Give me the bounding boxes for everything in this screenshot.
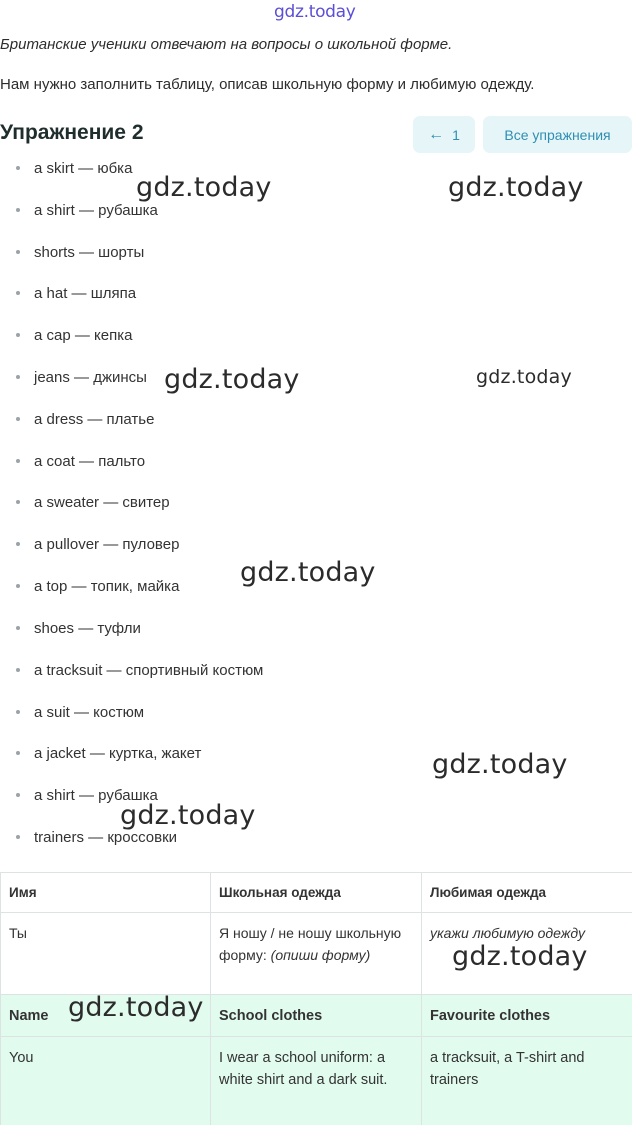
table-cell-favourite: укажи любимую одежду	[422, 913, 632, 995]
table-row-en	[1, 1037, 632, 1125]
list-item-text: a coat — пальто	[34, 452, 146, 470]
list-item-text: shorts — шорты	[34, 243, 145, 261]
bullet-icon	[16, 542, 20, 546]
watermark: gdz.today	[448, 172, 584, 203]
bullet-icon	[16, 333, 20, 337]
bullet-icon	[16, 166, 20, 170]
list-item-text: jeans — джинсы	[34, 368, 147, 386]
table-header-cell: Name	[1, 995, 211, 1037]
table-header-cell: Имя	[1, 873, 211, 913]
watermark: gdz.today	[164, 364, 300, 395]
list-item-text: a pullover — пуловер	[34, 535, 180, 553]
bullet-icon	[16, 500, 20, 504]
list-item	[0, 198, 158, 222]
list-item-text: a tracksuit — спортивный костюм	[34, 661, 264, 679]
bullet-icon	[16, 375, 20, 379]
list-item	[0, 574, 179, 598]
table-cell-school: I wear a school uniform: a white shirt and a dark suit.	[211, 1037, 422, 1125]
intro-text-task: Британские ученики отвечают на вопросы о школьной форме.	[0, 36, 453, 53]
school-prefix-text: Я ношу / не ношу школьную форму:	[219, 925, 402, 963]
bullet-icon	[16, 751, 20, 755]
list-item	[0, 490, 170, 514]
list-item	[0, 407, 154, 431]
bullet-icon	[16, 835, 20, 839]
table-cell-school	[211, 913, 422, 995]
list-item-text: a shirt — рубашка	[34, 201, 158, 219]
arrow-left-icon: ←	[428, 125, 445, 143]
bullet-icon	[16, 208, 20, 212]
previous-exercise-button[interactable]	[413, 116, 475, 153]
list-item-text: a skirt — юбка	[34, 159, 133, 177]
bullet-icon	[16, 793, 20, 797]
list-item	[0, 281, 136, 305]
list-item-text: a dress — платье	[34, 410, 155, 428]
list-item-text: a sweater — свитер	[34, 493, 170, 511]
watermark: gdz.today	[136, 172, 272, 203]
table-header-cell: Favourite clothes	[422, 995, 632, 1037]
intro-text-instruction: Нам нужно заполнить таблицу, описав школьную форму и любимую одежду.	[0, 76, 535, 93]
bullet-icon	[16, 291, 20, 295]
exercise-title: Упражнение 2	[0, 121, 144, 144]
watermark: gdz.today	[68, 992, 204, 1023]
list-item-text: a jacket — куртка, жакет	[34, 744, 202, 762]
bullet-icon	[16, 417, 20, 421]
list-item-text: a hat — шляпа	[34, 284, 137, 302]
watermark: gdz.today	[476, 366, 572, 388]
site-logo[interactable]: gdz.today	[274, 2, 356, 22]
bullet-icon	[16, 626, 20, 630]
list-item	[0, 532, 179, 556]
school-hint-text: (опиши форму)	[270, 947, 371, 963]
list-item-text: shoes — туфли	[34, 619, 141, 637]
list-item	[0, 700, 144, 724]
bullet-icon	[16, 584, 20, 588]
table-header-cell: Школьная одежда	[211, 873, 422, 913]
list-item	[0, 240, 144, 264]
list-item-text: a top — топик, майка	[34, 577, 180, 595]
watermark: gdz.today	[432, 749, 568, 780]
list-item	[0, 158, 132, 180]
list-item-text: trainers — кроссовки	[34, 828, 178, 846]
bullet-icon	[16, 250, 20, 254]
watermark: gdz.today	[240, 557, 376, 588]
all-exercises-button[interactable]: Все упражнения	[483, 116, 632, 153]
table-header-cell: Любимая одежда	[422, 873, 632, 913]
table-cell-favourite: a tracksuit, a T-shirt and trainers	[422, 1037, 632, 1125]
list-item	[0, 323, 132, 347]
list-item-text: a suit — костюм	[34, 703, 145, 721]
list-item-text: a cap — кепка	[34, 326, 133, 344]
watermark: gdz.today	[120, 800, 256, 831]
list-item	[0, 365, 147, 389]
bullet-icon	[16, 459, 20, 463]
previous-exercise-label: 1	[452, 126, 460, 143]
list-item	[0, 658, 263, 682]
watermark: gdz.today	[452, 941, 588, 972]
table-cell-name: Ты	[1, 913, 211, 995]
table-header-row-ru	[1, 873, 632, 913]
table-cell-name: You	[1, 1037, 211, 1125]
bullet-icon	[16, 668, 20, 672]
list-item	[0, 616, 141, 640]
list-item	[0, 449, 145, 473]
bullet-icon	[16, 710, 20, 714]
table-header-cell: School clothes	[211, 995, 422, 1037]
list-item-text: a shirt — рубашка	[34, 786, 158, 804]
list-item	[0, 741, 201, 765]
